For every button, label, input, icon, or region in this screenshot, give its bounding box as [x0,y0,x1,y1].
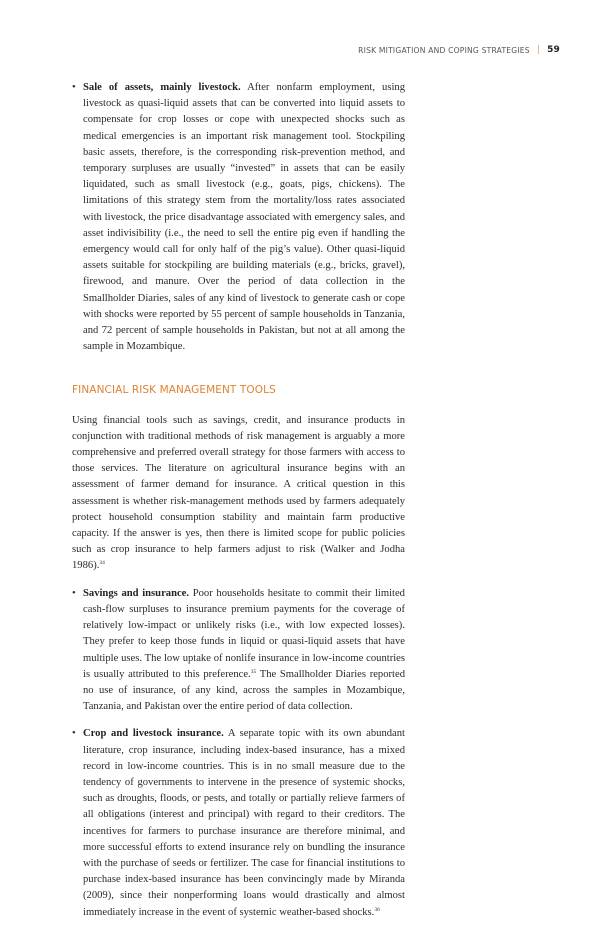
bullet-icon: • [72,587,76,599]
page-number: 59 [547,45,560,55]
running-header [358,45,560,55]
intro-text: Using financial tools such as savings, credit, and insurance products in conjunction with traditional methods of risk management is arguably a more comprehensive and preferred overall strategy for those farmers with access to those services. The literature on agricultural insurance begins with an assessment of farmer demand for insurance. A critical question in this assessment is whether risk-management methods used by farmers adequately protect household consumption stability and maintain farm productive capacity. If the answer is yes, then there is limited scope for public policies such as crop insurance to help farmers adjust to risk (Walker and Jodha 1986). [72,414,405,572]
bullet-lead: Crop and livestock insurance. [83,728,224,740]
bullet-icon: • [72,82,76,93]
running-title: RISK MITIGATION AND COPING STRATEGIES [358,45,530,55]
intro-paragraph [72,413,405,575]
footnote-ref[interactable]: 36 [374,906,380,913]
header-separator: | [536,45,541,55]
bullet-savings-insurance [72,586,405,716]
footnote-ref[interactable]: 34 [99,560,105,567]
bullet-text: After nonfarm employment, using livestock as quasi-liquid assets that can be converted into liquid assets to compensate for crop losses or cope with unexpected shocks such as medical emergencies is an important risk management tool. Stockpiling basic assets, therefore, is the corresponding risk-prevention method, and temporary surpluses are usually “invested” in assets that can be easily liquidated, such as small livestock (e.g., goats, pigs, chickens). The limitations of this strategy stem from the mortality/loss rates associated with livestock, the price disadvantage associated with emergency sales, and asset indivisibility (i.e., the need to sell the entire pig even if handling the emergency would call for only half of the pig’s value). Other quasi-liquid assets suitable for stockpiling are building materials (e.g., bricks, gravel), firewood, and manure. Over the period of data collection in the Smallholder Diaries, sales of any kind of livestock to generate cash or cope with shocks were reported by 55 percent of sample households in Tanzania, and 72 percent of sample households in Pakistan, but not at all among the sample in Mozambique. [83,82,405,353]
bullet-text-after: The Smallholder Diaries reported no use of insurance, of any kind, across the samples in Mozambique, Tanzania, and Pakistan over the entire period of data collection. [83,668,405,713]
bullet-lead: Savings and insurance. [83,587,190,599]
bullet-text: Poor households hesitate to commit their limited cash-flow surpluses to insurance premium payments for the coverage of relatively low-impact or unlikely risks (i.e., with low expected losses). They prefer to keep those funds in liquid or quasi-liquid assets that have multiple uses. The low uptake of nonlife insurance in low-income countries is usually attributed to this preference. [83,587,405,680]
section-heading: FINANCIAL RISK MANAGEMENT TOOLS [72,384,276,397]
bullet-crop-livestock-insurance [72,726,405,920]
bullet-lead: Sale of assets, mainly livestock. [83,82,241,93]
bullet-text: A separate topic with its own abundant literature, crop insurance, including index-based insurance, has a mixed record in low-income countries. This is in no small measure due to the tendency of governments to intervene in the presence of systemic shocks, such as droughts, floods, or pests, and totally or partially relieve farmers of all obligations (interest and principal) with regard to their creditors. The incentives for farmers to purchase insurance are therefore minimal, and more successful efforts to extend insurance rely on bundling the insurance with the purchase of seeds or fertilizer. The case for financial institutions to purchase index-based insurance has been convincingly made by Miranda (2009), since their nonperforming loans would drastically and almost immediately increase in the event of systemic weather-based shocks. [83,728,405,918]
footnote-ref[interactable]: 35 [250,668,257,675]
bullet-sale-of-assets [72,80,405,355]
bullet-icon: • [72,728,76,740]
page-body [72,80,405,932]
